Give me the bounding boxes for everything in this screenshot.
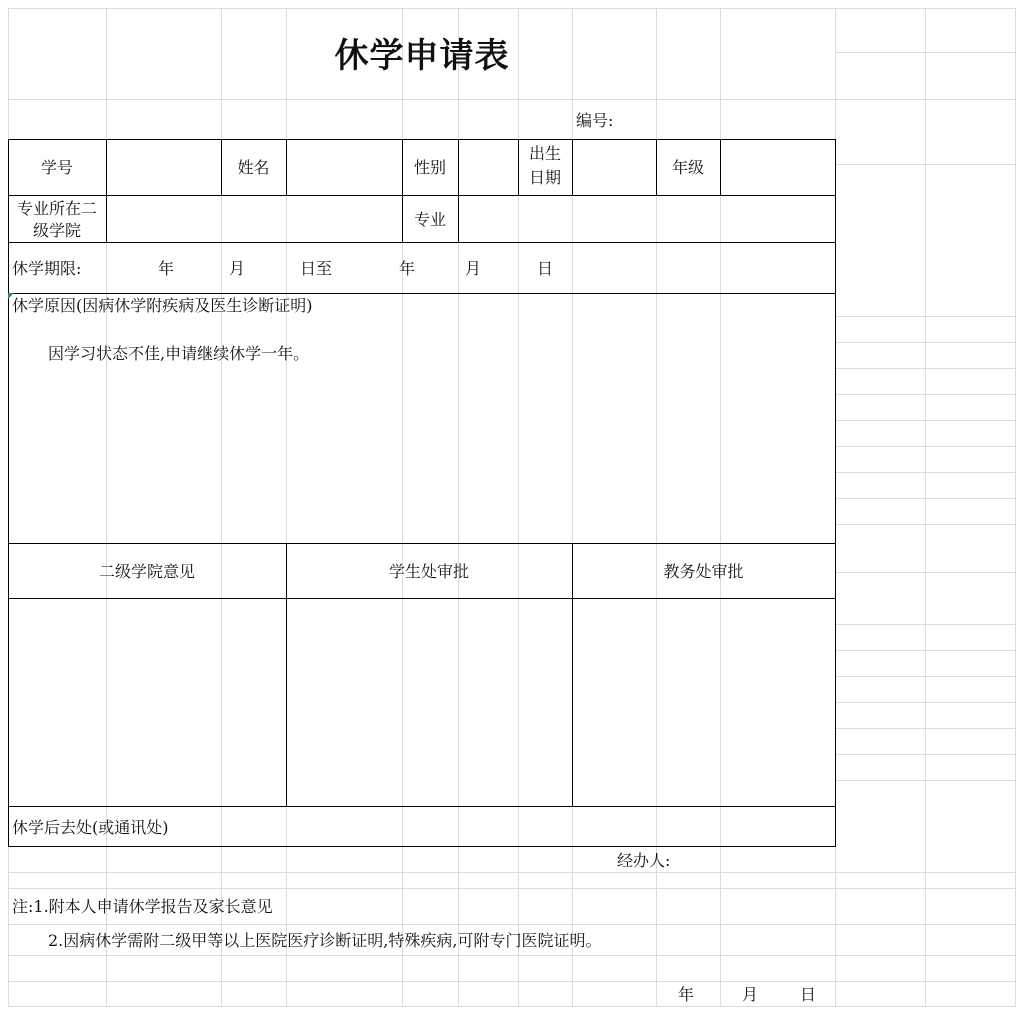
- gender-field[interactable]: [459, 140, 518, 195]
- name-label: 姓名: [237, 158, 270, 177]
- form-title: 休学申请表: [334, 36, 510, 76]
- college-field[interactable]: [107, 196, 402, 242]
- note-1: 注:1.附本人申请休学报告及家长意见: [12, 897, 273, 916]
- major-label: 专业: [413, 210, 446, 229]
- period-label: 休学期限:: [12, 259, 82, 278]
- academic-affairs-header: 教务处审批: [663, 562, 744, 581]
- period-end-month: 月: [465, 259, 482, 278]
- grade-label: 年级: [671, 158, 704, 177]
- college-label: [8, 198, 106, 242]
- college-label-line2: 级学院: [32, 221, 81, 240]
- birth-date-label: [518, 142, 572, 190]
- birth-date-label-line2: 日期: [528, 168, 561, 187]
- footer-day: 日: [800, 985, 817, 1004]
- name-field[interactable]: [287, 140, 402, 195]
- student-id-field[interactable]: [107, 140, 221, 195]
- college-opinion-box[interactable]: [9, 599, 286, 806]
- footer-year: 年: [678, 985, 695, 1004]
- handler-label: 经办人:: [617, 851, 671, 870]
- academic-affairs-box[interactable]: [573, 599, 835, 806]
- period-start-year: 年: [158, 259, 175, 278]
- footer-month: 月: [742, 985, 759, 1004]
- reason-label: 休学原因(因病休学附疾病及医生诊断证明): [12, 296, 313, 315]
- birth-date-field[interactable]: [573, 140, 656, 195]
- period-start-month: 月: [229, 259, 246, 278]
- period-end-year: 年: [399, 259, 416, 278]
- gender-label: 性别: [413, 158, 446, 177]
- student-affairs-header: 学生处审批: [388, 562, 469, 581]
- note-2: 2.因病休学需附二级甲等以上医院医疗诊断证明,特殊疾病,可附专门医院证明。: [48, 931, 602, 950]
- birth-date-label-line1: 出生: [528, 144, 561, 163]
- major-field[interactable]: [459, 196, 835, 242]
- reason-content[interactable]: 因学习状态不佳,申请继续休学一年。: [48, 344, 310, 363]
- period-end-day: 日: [537, 259, 554, 278]
- grade-field[interactable]: [721, 140, 835, 195]
- period-start-day-to: 日至: [300, 259, 333, 278]
- student-affairs-box[interactable]: [287, 599, 572, 806]
- college-opinion-header: 二级学院意见: [98, 562, 195, 581]
- number-label: 编号:: [576, 111, 614, 130]
- destination-label: 休学后去处(或通讯处): [12, 818, 169, 837]
- college-label-line1: 专业所在二: [16, 199, 97, 218]
- student-id-label: 学号: [40, 158, 73, 177]
